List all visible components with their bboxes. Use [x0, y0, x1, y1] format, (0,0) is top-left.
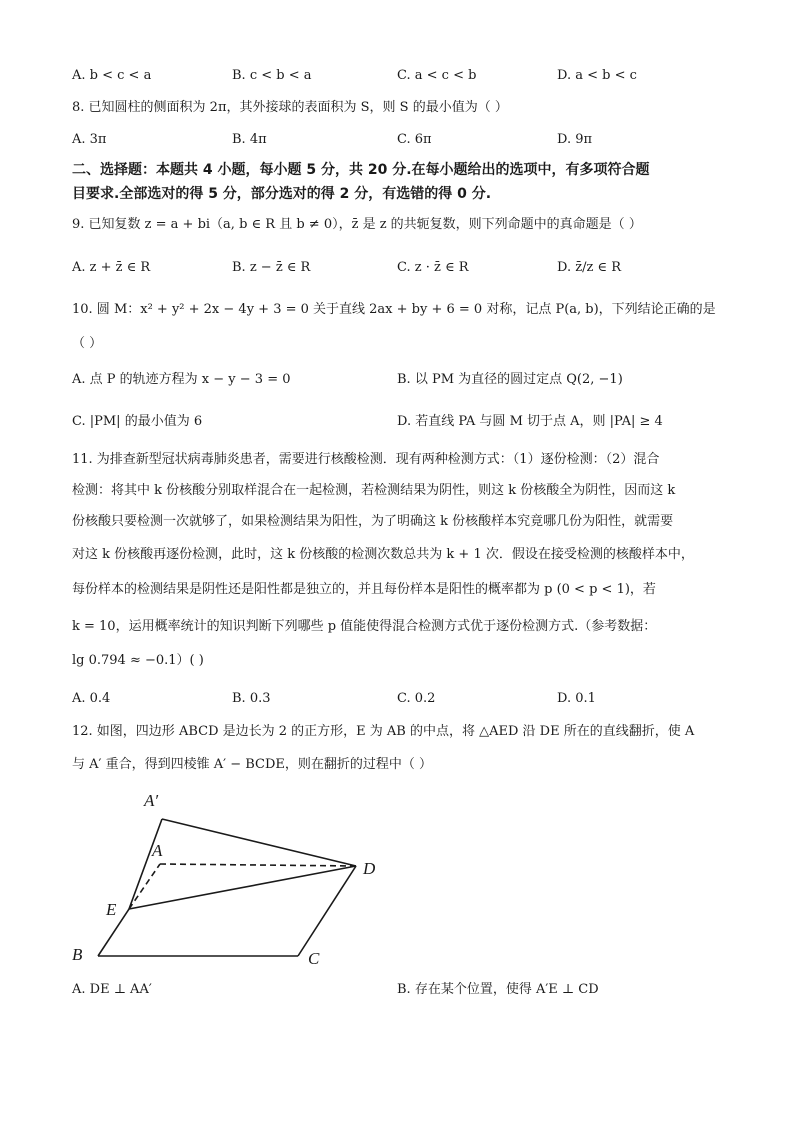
q11-line-1: 11. 为排查新型冠状病毒肺炎患者，需要进行核酸检测．现有两种检测方式：（1）逐份检测：（2）混合: [72, 452, 660, 467]
label-e: E: [106, 900, 117, 919]
q10-option-b: B. 以 PM 为直径的圆过定点 Q(2, −1): [397, 372, 623, 387]
q11-option-a: A. 0.4: [72, 691, 111, 706]
label-c: C: [308, 949, 320, 968]
q8-option-b: B. 4π: [232, 132, 267, 147]
q12-pyramid-figure: [60, 782, 400, 972]
q9-stem: 9. 已知复数 z = a + bi（a, b ∈ R 且 b ≠ 0），z̄ 是 z 的共轭复数，则下列命题中的真命题是（ ）: [72, 217, 642, 232]
q11-line-7: lg 0.794 ≈ −0.1）( ): [72, 653, 204, 668]
q7-option-c: C. a < c < b: [397, 68, 477, 83]
q10-option-c: C. |PM| 的最小值为 6: [72, 414, 203, 429]
edge-ad-hidden: [160, 864, 356, 866]
q9-option-d: D. z̄/z ∈ R: [557, 260, 621, 275]
q11-line-2: 检测：将其中 k 份核酸分别取样混合在一起检测，若检测结果为阴性，则这 k 份核酸全为阴性，因而这 k: [72, 483, 676, 498]
q9-option-c: C. z · z̄ ∈ R: [397, 260, 469, 275]
q12-stem-line1: 12. 如图，四边形 ABCD 是边长为 2 的正方形，E 为 AB 的中点，将 △AED 沿 DE 所在的直线翻折，使 A: [72, 724, 695, 739]
q10-stem-line1: 10. 圆 M：x² + y² + 2x − 4y + 3 = 0 关于直线 2ax + by + 6 = 0 对称，记点 P(a, b)，下列结论正确的是: [72, 302, 716, 317]
q11-option-d: D. 0.1: [557, 691, 596, 706]
q11-line-6: k = 10，运用概率统计的知识判断下列哪些 p 值能使得混合检测方式优于逐份检测方式.（参考数据：: [72, 619, 657, 634]
q10-stem-line2: （ ）: [72, 336, 103, 351]
q9-option-b: B. z − z̄ ∈ R: [232, 260, 311, 275]
q11-option-c: C. 0.2: [397, 691, 436, 706]
q12-option-b: B. 存在某个位置，使得 A′E ⊥ CD: [397, 982, 599, 997]
edge-a1e: [129, 819, 162, 909]
q8-option-d: D. 9π: [557, 132, 593, 147]
q12-option-a: A. DE ⊥ AA′: [72, 982, 152, 997]
q8-option-c: C. 6π: [397, 132, 432, 147]
q11-line-3: 份核酸只要检测一次就够了，如果检测结果为阳性，为了明确这 k 份核酸样本究竟哪几份为阳性，就需要: [72, 514, 674, 529]
q11-option-b: B. 0.3: [232, 691, 271, 706]
q8-option-a: A. 3π: [72, 132, 107, 147]
q10-option-a: A. 点 P 的轨迹方程为 x − y − 3 = 0: [72, 372, 291, 387]
edge-cd: [298, 866, 356, 956]
edge-a1d: [162, 819, 356, 866]
q8-stem: 8. 已知圆柱的侧面积为 2π，其外接球的表面积为 S，则 S 的最小值为（ ）: [72, 100, 508, 115]
q7-option-b: B. c < b < a: [232, 68, 312, 83]
edge-ed: [129, 866, 356, 909]
label-d: D: [363, 859, 376, 878]
label-a: A: [152, 841, 163, 860]
q7-option-d: D. a < b < c: [557, 68, 637, 83]
q7-option-a: A. b < c < a: [72, 68, 152, 83]
section-2-header-line1: 二、选择题：本题共 4 小题，每小题 5 分，共 20 分.在每小题给出的选项中，有多项符合题: [72, 162, 650, 178]
q12-stem-line2: 与 A′ 重合，得到四棱锥 A′ − BCDE，则在翻折的过程中（ ）: [72, 757, 433, 772]
edge-ea-hidden: [129, 864, 160, 909]
q11-line-4: 对这 k 份核酸再逐份检测，此时，这 k 份核酸的检测次数总共为 k + 1 次．假设在接受检测的核酸样本中，: [72, 547, 694, 562]
q11-line-5: 每份样本的检测结果是阴性还是阳性都是独立的，并且每份样本是阳性的概率都为 p (0 < p < 1)，若: [72, 582, 656, 597]
q10-option-d: D. 若直线 PA 与圆 M 切于点 A，则 |PA| ≥ 4: [397, 414, 663, 429]
label-b: B: [72, 945, 83, 964]
label-a-prime: A′: [144, 791, 159, 810]
section-2-header-line2: 目要求.全部选对的得 5 分，部分选对的得 2 分，有选错的得 0 分.: [72, 186, 492, 202]
q9-option-a: A. z + z̄ ∈ R: [72, 260, 151, 275]
